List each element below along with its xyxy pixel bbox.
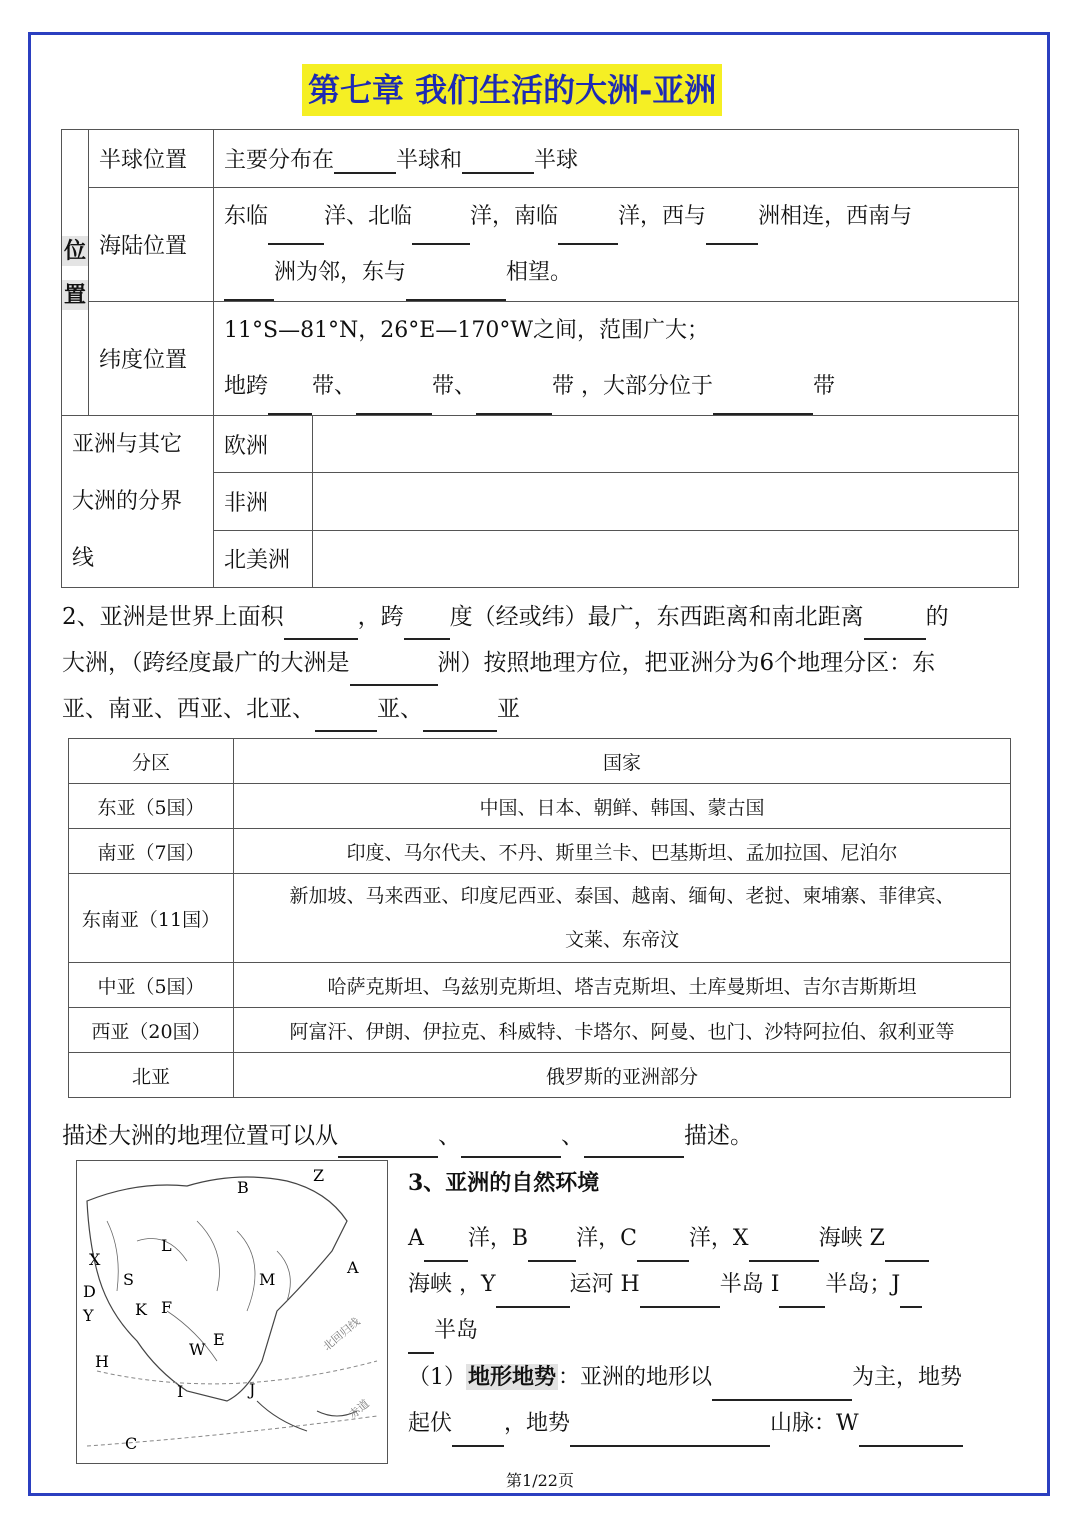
map-label: J (249, 1380, 256, 1399)
map-label: M (259, 1270, 276, 1289)
section-3-line-1: A 洋，B 洋，C 洋，X 海峡 Z (408, 1216, 1020, 1262)
map-label: Z (313, 1166, 325, 1185)
section-3-heading: 3、亚洲的自然环境 (408, 1170, 600, 1196)
position-table (61, 129, 1019, 588)
map-label: H (95, 1352, 109, 1371)
row-label-latitude: 纬度位置 (89, 302, 214, 416)
header-countries: 国家 (234, 739, 1011, 784)
map-label: S (123, 1270, 134, 1289)
boundary-africa-answer (313, 473, 1019, 530)
map-label: C (125, 1434, 138, 1453)
section-3-line-2: 海峡 ，Y 运河 H 半岛 I 半岛；J (408, 1262, 1020, 1308)
map-label: X (89, 1250, 101, 1269)
map-label: L (161, 1236, 172, 1255)
map-label: K (135, 1300, 147, 1319)
sea-land-text: 东临 洋、北临 洋，南临 洋，西与 洲相连，西南与 洲为邻，东与 相望。 (214, 188, 1019, 302)
map-label: 北回归线 (320, 1315, 363, 1354)
map-label: I (177, 1382, 184, 1401)
position-group-label: 位 置 (62, 130, 89, 416)
table-row: 东亚（5国） 中国、日本、朝鲜、韩国、蒙古国 (69, 784, 1011, 829)
region-table (68, 738, 1011, 1098)
header-region: 分区 (69, 739, 234, 784)
map-label: Y (83, 1306, 94, 1325)
table-row: 北亚 俄罗斯的亚洲部分 (69, 1053, 1011, 1098)
hemisphere-text: 主要分布在 半球和 半球 (214, 130, 1019, 188)
section-3-line-5: 起伏 ，地势 山脉：W (408, 1401, 1020, 1447)
map-label: D (83, 1282, 96, 1301)
table-row: 中亚（5国） 哈萨克斯坦、乌兹别克斯坦、塔吉克斯坦、土库曼斯坦、吉尔吉斯斯坦 (69, 963, 1011, 1008)
boundary-europe-answer (313, 416, 1019, 473)
page-title: 第七章 我们生活的大洲-亚洲 (302, 64, 722, 116)
map-label: A (347, 1258, 359, 1277)
latitude-text: 11°S—81°N，26°E—170°W之间，范围广大； 地跨 带、 带、 带 ，大部分位于 带 (214, 302, 1019, 416)
section-3-line-3: 半岛 (408, 1308, 1020, 1354)
section-3-line-4: （1）地形地势：亚洲的地形以 为主，地势 (408, 1354, 1020, 1401)
row-label-hemisphere: 半球位置 (89, 130, 214, 188)
table-row: 西亚（20国） 阿富汗、伊朗、伊拉克、科威特、卡塔尔、阿曼、也门、沙特阿拉伯、叙利亚等 (69, 1008, 1011, 1053)
table-row: 东南亚（11国） 新加坡、马来西亚、印度尼西亚、泰国、越南、缅甸、老挝、柬埔寨、菲律宾、 文莱、东帝汶 (69, 874, 1011, 963)
row-label-sea-land: 海陆位置 (89, 188, 214, 302)
boundary-europe: 欧洲 (214, 416, 313, 473)
map-label: W (189, 1340, 206, 1359)
map-label: B (237, 1178, 249, 1197)
describe-prompt: 描述大洲的地理位置可以从 、 、 描述。 (62, 1114, 753, 1158)
page-number: 第1/22页 (506, 1471, 574, 1490)
map-label: F (161, 1298, 173, 1317)
boundary-north-america-answer (313, 530, 1019, 587)
boundary-africa: 非洲 (214, 473, 313, 530)
map-label: 赤道 (346, 1397, 372, 1422)
boundary-north-america: 北美洲 (214, 530, 313, 587)
map-drawing (77, 1161, 387, 1463)
section-3 (408, 1160, 1020, 1447)
map-label: E (213, 1330, 225, 1349)
table-row: 南亚（7国） 印度、马尔代夫、不丹、斯里兰卡、巴基斯坦、孟加拉国、尼泊尔 (69, 829, 1011, 874)
question-2: 2、亚洲是世界上面积 ，跨 度（经或纬）最广，东西距离和南北距离 的 大洲，（跨经度最广的大洲是 洲）按照地理方位，把亚洲分为6个地理分区：东 亚、南亚、西亚、北亚、 亚、 亚 (62, 594, 1022, 732)
asia-outline-map (76, 1160, 388, 1464)
boundary-label: 亚洲与其它 大洲的分界 线 (62, 416, 214, 588)
